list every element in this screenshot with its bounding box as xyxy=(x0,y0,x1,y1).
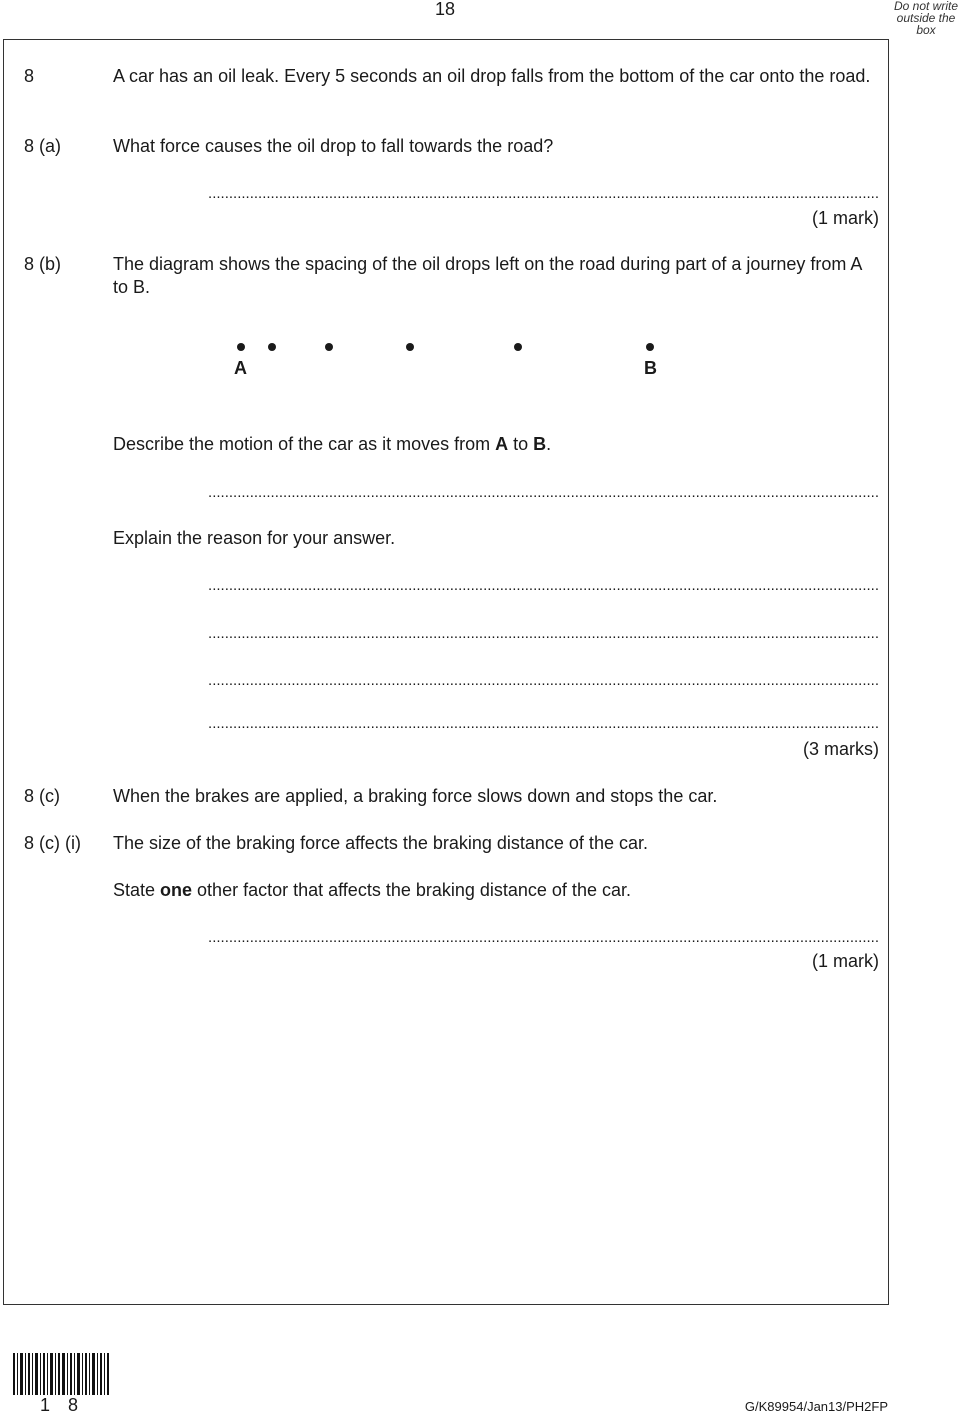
margin-note-line: Do not write xyxy=(893,0,959,13)
oil-drop xyxy=(237,343,245,351)
explain-prompt: Explain the reason for your answer. xyxy=(113,528,396,548)
mark-allocation: (1 mark) xyxy=(812,951,879,971)
question-stem: A car has an oil leak. Every 5 seconds an oil drop falls from the bottom of the car onto the road. xyxy=(113,66,871,86)
question-text: When the brakes are applied, a braking force slows down and stops the car. xyxy=(113,786,718,806)
describe-point-b: B xyxy=(533,434,547,454)
question-number: 8 xyxy=(24,66,35,86)
oil-drop xyxy=(406,343,414,351)
answer-line[interactable]: ................................................................................................................................................................. xyxy=(208,673,879,688)
question-text: The diagram shows the spacing of the oil drops left on the road during part of a journey from A to B. xyxy=(113,254,862,297)
answer-box xyxy=(3,39,889,1305)
describe-prompt xyxy=(113,433,551,456)
page-number: 18 xyxy=(434,0,456,19)
state-text: State xyxy=(113,880,161,900)
mark-allocation: (3 marks) xyxy=(803,739,879,759)
mark-allocation: (1 mark) xyxy=(812,208,879,228)
oil-drop xyxy=(514,343,522,351)
margin-note-line: outside the xyxy=(896,11,956,25)
answer-line[interactable]: ................................................................................................................................................................. xyxy=(208,716,879,731)
state-prompt xyxy=(113,879,631,902)
question-number: 8 (a) xyxy=(24,136,62,156)
margin-note xyxy=(892,0,960,36)
describe-text: Describe the motion of the car as it moves from xyxy=(113,434,496,454)
point-b-label: B xyxy=(644,358,657,378)
answer-line[interactable]: ................................................................................................................................................................. xyxy=(208,930,879,945)
oil-drop xyxy=(268,343,276,351)
answer-line[interactable]: ................................................................................................................................................................. xyxy=(208,578,879,593)
barcode-graphic xyxy=(13,1353,109,1395)
question-number: 8 (b) xyxy=(24,254,62,274)
describe-text: to xyxy=(508,434,534,454)
barcode-number: 18 xyxy=(40,1395,97,1415)
question-number: 8 (c) (i) xyxy=(24,833,81,853)
oil-drop xyxy=(325,343,333,351)
oil-drop xyxy=(646,343,654,351)
state-emphasis: one xyxy=(160,880,193,900)
margin-note-line: box xyxy=(916,23,936,37)
describe-point-a: A xyxy=(495,434,509,454)
paper-reference: G/K89954/Jan13/PH2FP xyxy=(744,1399,888,1414)
question-number: 8 (c) xyxy=(24,786,60,806)
describe-text: . xyxy=(546,434,552,454)
answer-line[interactable]: ................................................................................................................................................................. xyxy=(208,485,879,500)
state-text: other factor that affects the braking distance of the car. xyxy=(192,880,631,900)
question-text: The size of the braking force affects the braking distance of the car. xyxy=(113,833,648,853)
answer-line[interactable]: ................................................................................................................................................................. xyxy=(208,626,879,641)
answer-line[interactable]: ................................................................................................................................................................. xyxy=(208,186,879,201)
question-text: What force causes the oil drop to fall towards the road? xyxy=(113,136,554,156)
point-a-label: A xyxy=(234,358,247,378)
